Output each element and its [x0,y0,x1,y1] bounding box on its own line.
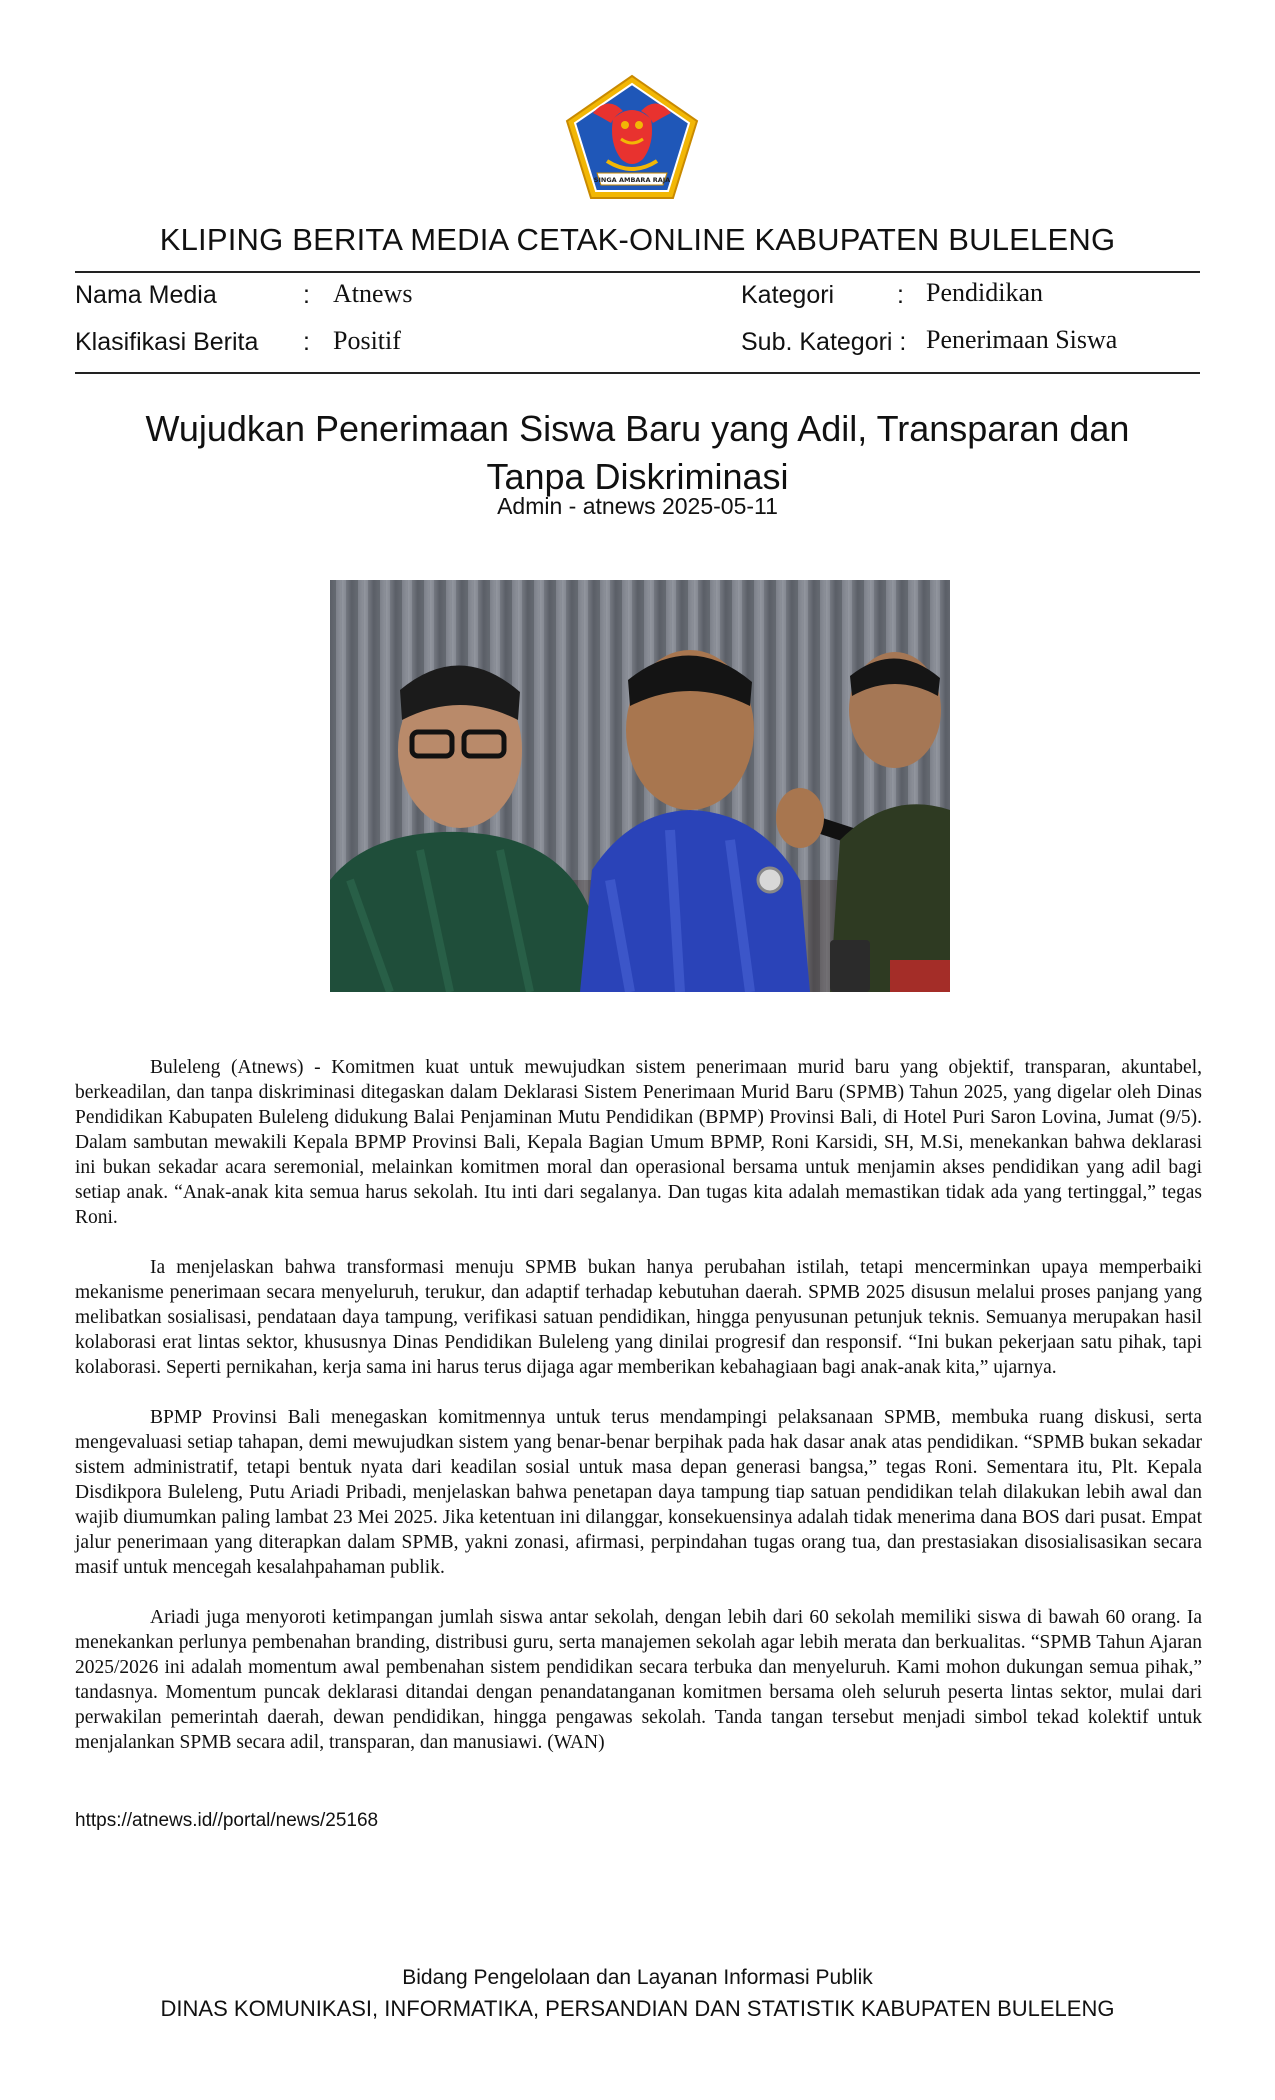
meeting-speakers-photo-icon [330,580,950,992]
clipping-header-title: KLIPING BERITA MEDIA CETAK-ONLINE KABUPATEN BULELENG [159,222,1116,257]
article-paragraph-2: Ia menjelaskan bahwa transformasi menuju SPMB bukan hanya perubahan istilah, tetapi mencerminkan upaya memperbaiki mekanisme penerimaan secara menyeluruh, terukur, dan adaptif terhadap kebutuhan daerah. SPMB 2025 disusun melalui proses panjang yang melibatkan sosialisasi, pendataan daya tampung, verifikasi satuan pendidikan, hingga penyusunan petunjuk teknis. Semuanya merupakan hasil kolaborasi erat lintas sektor, khususnya Dinas Pendidikan Buleleng yang dinilai progresif dan responsif. “Ini bukan pekerjaan satu pihak, tapi kolaborasi. Seperti pernikahan, kerja sama ini harus terus dijaga agar memberikan kebahagiaan bagi anak-anak kita,” ujarnya. [75,1257,1202,1378]
article-paragraph-4: Ariadi juga menyoroti ketimpangan jumlah siswa antar sekolah, dengan lebih dari 60 sekolah memiliki siswa di bawah 60 orang. Ia menekankan perlunya pembenahan branding, distribusi guru, serta manajemen sekolah agar lebih merata dan berkualitas. “SPMB Tahun Ajaran 2025/2026 ini adalah momentum awal pembenahan sistem pendidikan secara terbuka dan menyeluruh. Kami mohon dukungan semua pihak,” tandasnya. Momentum puncak deklarasi ditandai dengan penandatanganan komitmen bersama oleh seluruh peserta lintas sektor, mulai dari perwakilan pemerintah daerah, dewan pendidikan, hingga pengawas sekolah. Tanda tangan tersebut menjadi simbol tekad kolektif untuk menjalankan SPMB secara adil, transparan, dan manusiawi. (WAN) [75,1607,1202,1753]
header-divider-top [75,271,1200,273]
footer-division: Bidang Pengelolaan dan Layanan Informasi Publik [402,1966,873,1989]
sub-kategori-label: Sub. Kategori : [741,328,907,356]
nama-media-label: Nama Media [75,281,217,309]
nama-media-value: Atnews [333,279,413,308]
klasifikasi-berita-colon: : [303,328,310,356]
regency-emblem-logo [563,73,701,201]
nama-media-colon: : [303,281,310,309]
klasifikasi-berita-label: Klasifikasi Berita [75,328,259,356]
klasifikasi-berita-value: Positif [333,326,401,355]
article-title: Wujudkan Penerimaan Siswa Baru yang Adil, Transparan dan Tanpa Diskriminasi [145,408,1130,497]
footer-agency: DINAS KOMUNIKASI, INFORMATIKA, PERSANDIAN DAN STATISTIK KABUPATEN BULELENG [160,1996,1115,2021]
svg-text:SINGA AMBARA RAJA: SINGA AMBARA RAJA [593,176,671,184]
article-source-url: https://atnews.id//portal/news/25168 [75,1810,379,1831]
kategori-colon: : [897,281,904,309]
article-paragraph-1: Buleleng (Atnews) - Komitmen kuat untuk mewujudkan sistem penerimaan murid baru yang objektif, transparan, akuntabel, berkeadilan, dan tanpa diskriminasi ditegaskan dalam Deklarasi Sistem Penerimaan Murid Baru (SPMB) Tahun 2025, yang digelar oleh Dinas Pendidikan Kabupaten Buleleng didukung Balai Penjaminan Mutu Pendidikan (BPMP) Provinsi Bali, di Hotel Puri Saron Lovina, Jumat (9/5). Dalam sambutan mewakili Kepala BPMP Provinsi Bali, Kepala Bagian Umum BPMP, Roni Karsidi, SH, M.Si, menekankan bahwa deklarasi ini bukan sekadar acara seremonial, melainkan komitmen moral dan operasional bersama untuk menjamin akses pendidikan yang adil bagi setiap anak. “Anak-anak kita semua harus sekolah. Itu inti dari segalanya. Dan tugas kita adalah memastikan tidak ada yang tertinggal,” tegas Roni. [75,1057,1202,1228]
kategori-label: Kategori [741,281,835,309]
article-body [75,1055,1202,1780]
kategori-value: Pendidikan [926,278,1043,307]
news-photo [330,580,950,992]
article-byline: Admin - atnews 2025-05-11 [497,493,778,519]
sub-kategori-value: Penerimaan Siswa [926,325,1118,354]
article-paragraph-3: BPMP Provinsi Bali menegaskan komitmennya untuk terus mendampingi pelaksanaan SPMB, membuka ruang diskusi, serta mengevaluasi setiap tahapan, demi mewujudkan sistem yang benar-benar berpihak pada hak dasar anak atas pendidikan. “SPMB bukan sekadar sistem administratif, tetapi bentuk nyata dari keadilan sosial untuk masa depan generasi bangsa,” tegas Roni. Sementara itu, Plt. Kepala Disdikpora Buleleng, Putu Ariadi Pribadi, menjelaskan bahwa penetapan daya tampung tiap satuan pendidikan telah dilakukan lebih awal dan wajib diumumkan paling lambat 23 Mei 2025. Jika ketentuan ini dilanggar, konsekuensinya adalah tidak menerima dana BOS dari pusat. Empat jalur penerimaan yang diterapkan dalam SPMB, yakni zonasi, afirmasi, perpindahan tugas orang tua, dan prestasiakan disosialisasikan secara masif untuk mencegah kesalahpahaman publik. [75,1407,1202,1578]
garuda-emblem-icon [563,73,701,201]
header-divider-bottom [75,372,1200,374]
